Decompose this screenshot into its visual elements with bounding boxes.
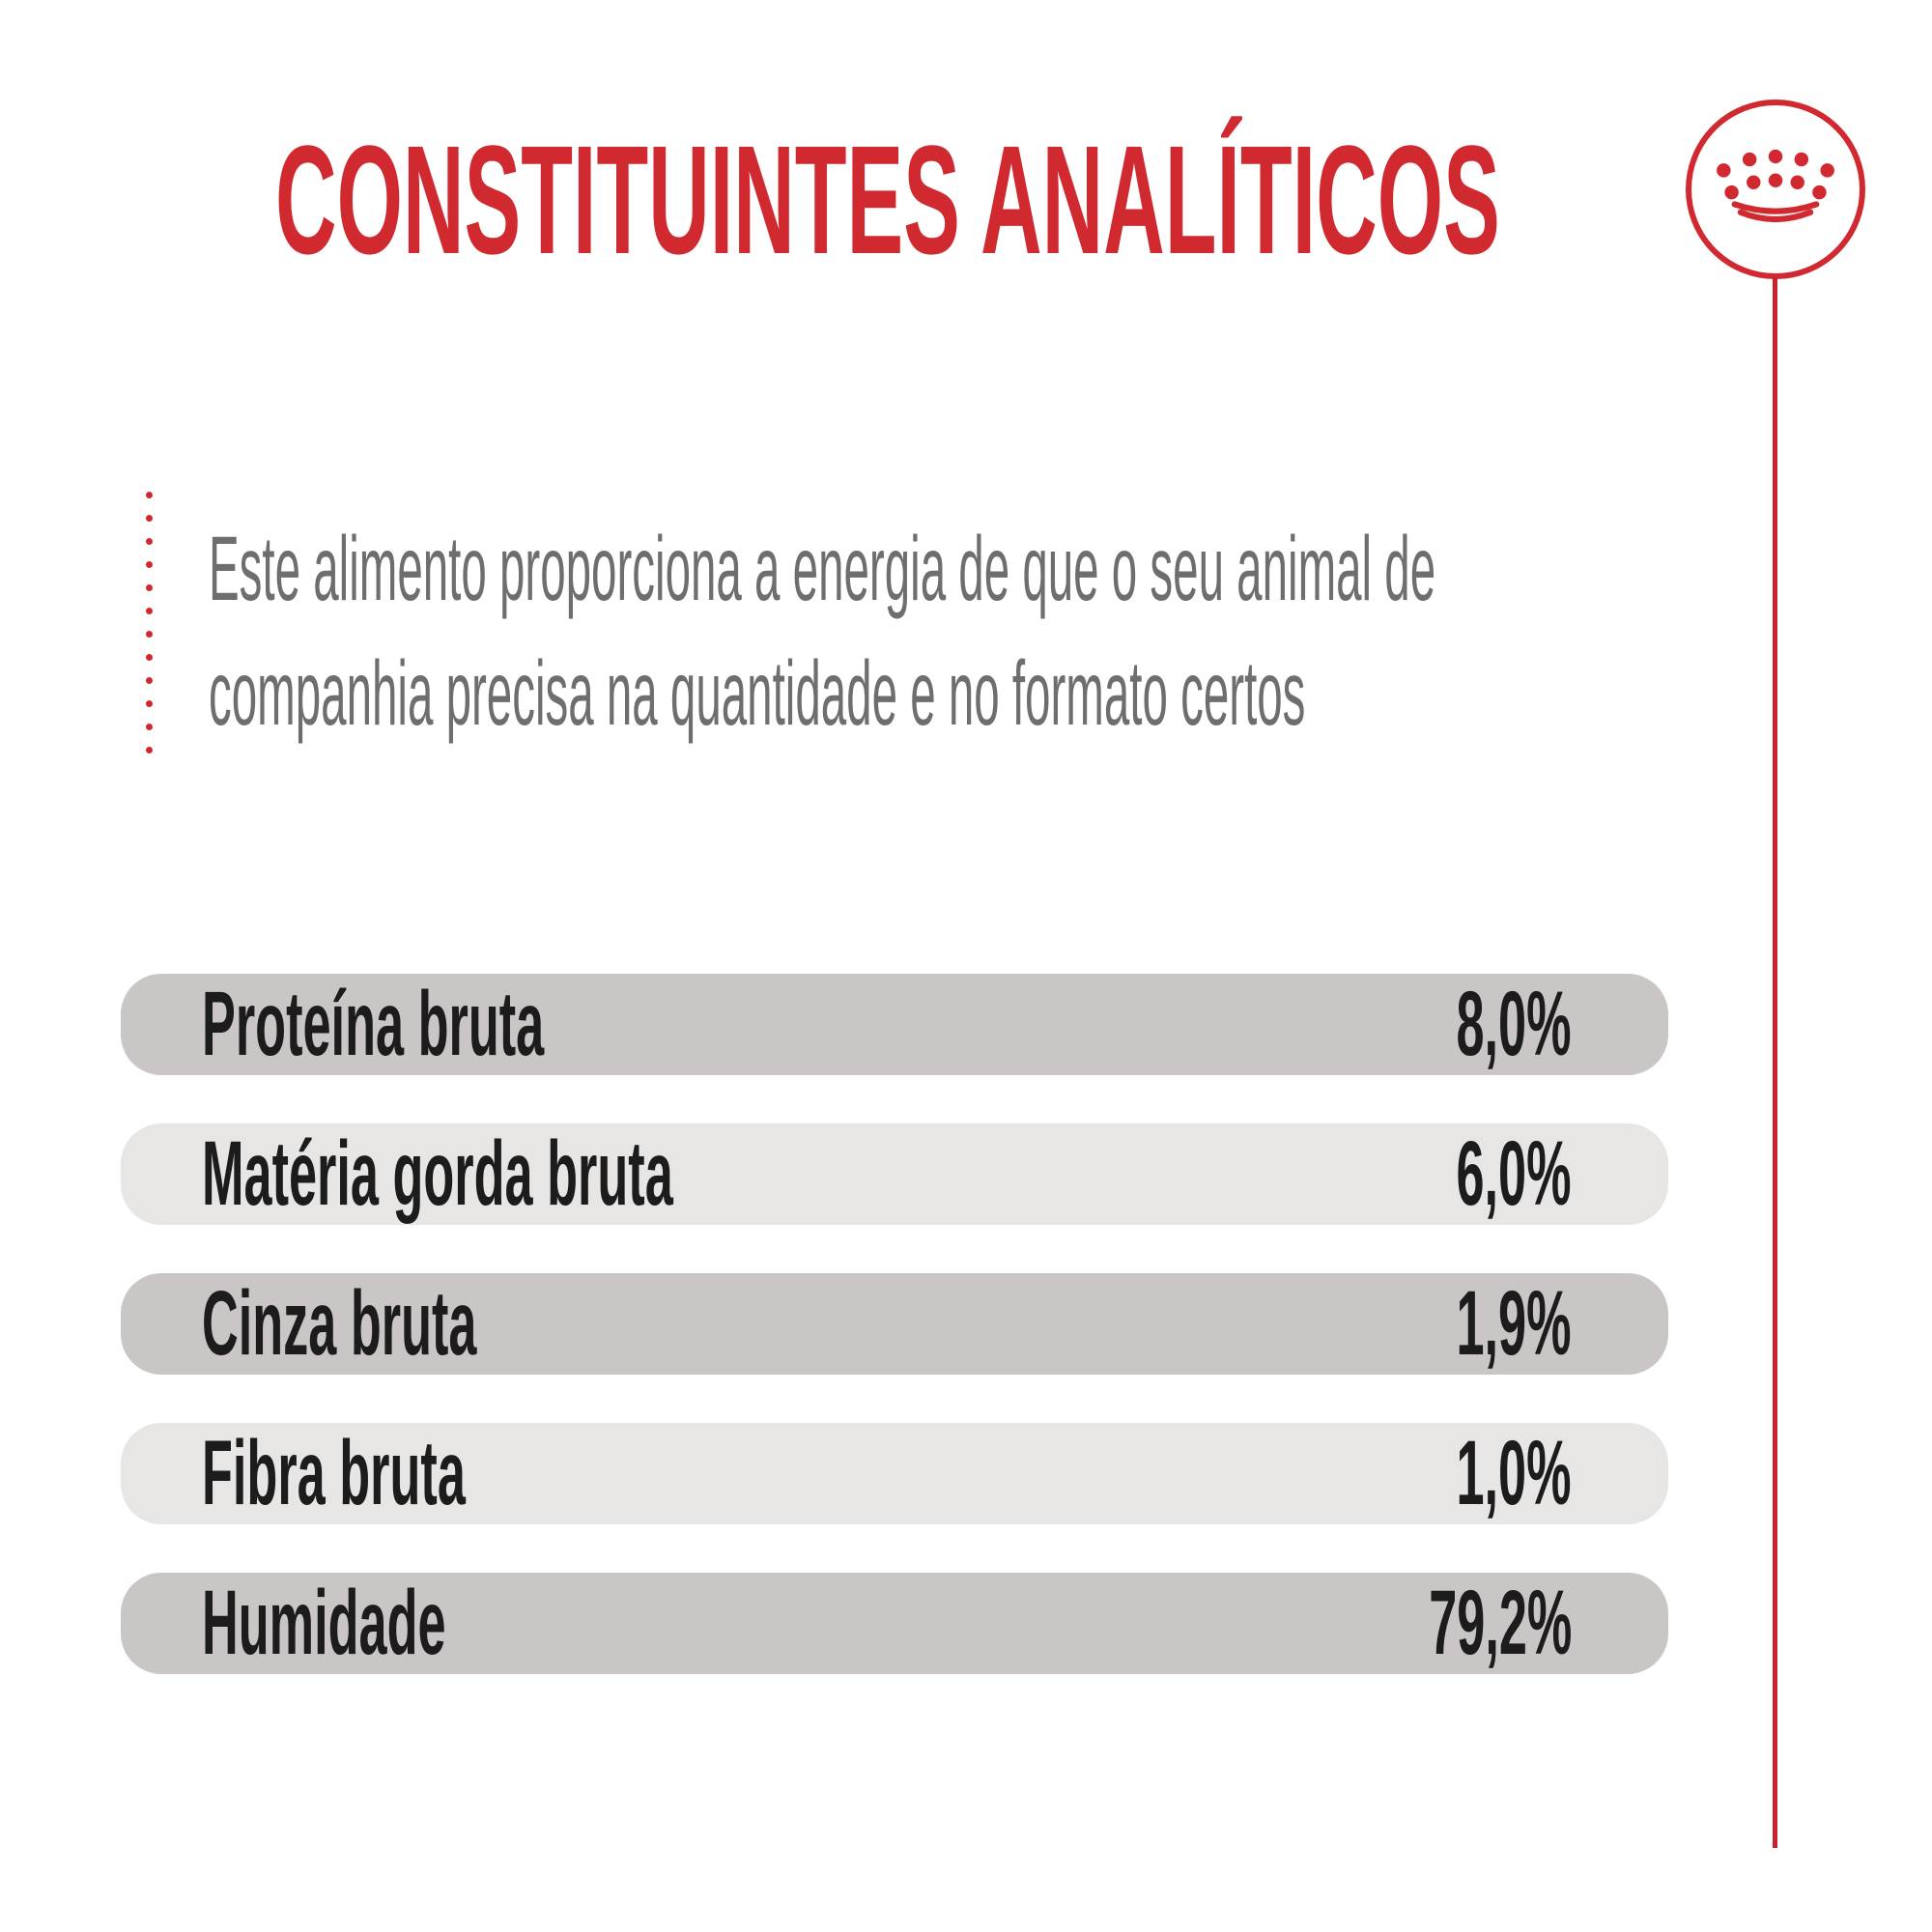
dot [146,654,153,661]
dot [146,608,153,614]
analytical-constituents-table [121,974,1668,1674]
row-value: 1,9% [1456,1272,1572,1375]
dot [146,492,153,498]
table-row-fibra-bruta [121,1423,1668,1524]
dot [146,584,153,591]
dotted-accent-line [146,492,153,753]
row-label: Matéria gorda bruta [202,1122,673,1225]
table-row-cinza-bruta [121,1273,1668,1375]
row-label: Cinza bruta [202,1272,477,1375]
intro-line-1: Este alimento proporciona a energia de que o seu animal de [209,518,1436,620]
royal-canin-crown-icon [1714,148,1837,232]
dot [146,700,153,707]
row-label: Fibra bruta [202,1422,466,1524]
brand-logo-circle [1686,99,1865,279]
dot [146,677,153,684]
dot [146,538,153,545]
table-row-humidade [121,1573,1668,1674]
row-value: 1,0% [1456,1422,1572,1524]
row-value: 79,2% [1428,1572,1572,1674]
page-title [275,113,1932,286]
dot [146,747,153,753]
row-value: 8,0% [1456,973,1572,1075]
table-row-proteina-bruta [121,974,1668,1075]
dot [146,515,153,522]
row-label: Proteína bruta [202,973,545,1075]
row-value: 6,0% [1456,1122,1572,1225]
dot [146,561,153,568]
dot [146,631,153,638]
row-label: Humidade [202,1572,446,1674]
intro-line-2: companhia precisa na quantidade e no formato certos [209,642,1306,745]
dot [146,724,153,730]
table-row-materia-gorda-bruta [121,1123,1668,1225]
page-title-text: CONSTITUINTES ANALÍTICOS [275,113,1500,286]
intro-paragraph [209,507,1932,756]
